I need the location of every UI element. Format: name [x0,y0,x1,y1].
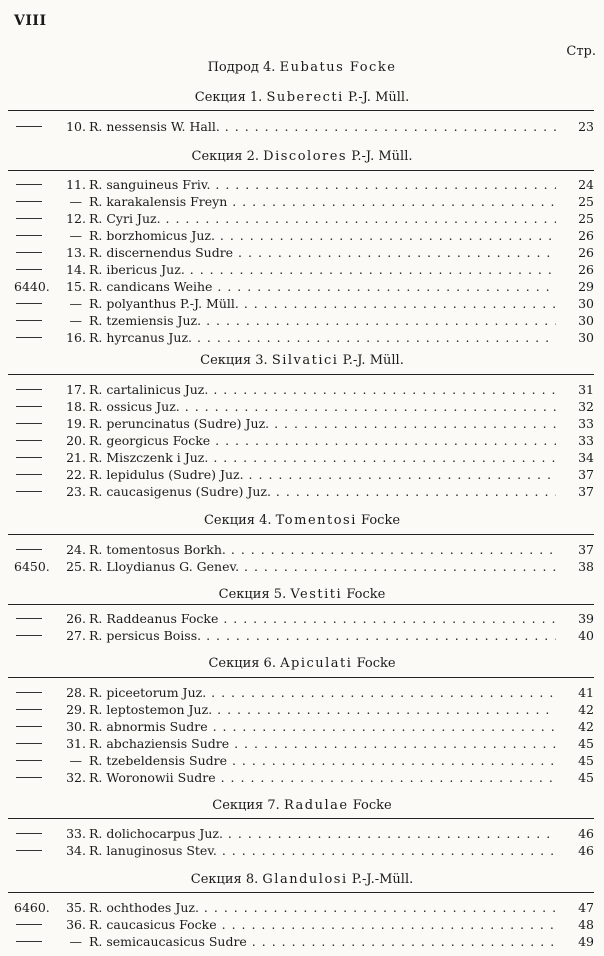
global-number: 6450. [14,559,50,574]
species-number: 20. [66,433,86,448]
ditto-dash [16,269,42,270]
species-name: R. nessensis W. Hall. . . . [89,118,556,135]
species-entry [0,735,604,752]
species-entry [0,684,604,701]
section-author: Focke [361,513,401,528]
ditto-dash [16,709,42,710]
species-number: — [69,313,82,328]
section-name: Suberecti [266,90,344,105]
species-number: 32. [66,770,86,785]
species-entry [0,842,604,859]
species-number: 12. [66,211,86,226]
section-name: Silvatici [271,353,339,368]
ditto-dash [16,726,42,727]
page-ref: 49 [578,934,594,949]
section-heading [0,872,604,887]
species-name: R. piceetorum Juz. . . . [89,684,556,701]
species-entry [0,295,604,312]
species-name: R. leptostemon Juz. . . . [89,701,556,718]
species-number: — [69,753,82,768]
global-number: 6460. [14,900,50,915]
species-name: R. sanguineus Friv. . . . [89,176,556,193]
ditto-dash [16,491,42,492]
species-number: 34. [66,843,86,858]
species-entry [0,381,604,398]
page-ref: 26 [578,228,594,243]
global-number: 6440. [14,279,50,294]
section-author: P.-J.-Müll. [351,872,414,887]
species-name: R. lanuginosus Stev. . . . [89,842,556,859]
section-name: Glandulosi [262,872,348,887]
page-ref: 42 [578,719,594,734]
species-name: R. Miszczenk i Juz. . . . [89,449,556,466]
ditto-dash [16,850,42,851]
page-ref: 37 [578,484,594,499]
species-name: R. ossicus Juz. . . . [89,398,556,415]
species-number: 13. [66,245,86,260]
ditto-dash [16,252,42,253]
page-ref: 47 [578,900,594,915]
section-divider [8,677,594,678]
species-name: R. caucasicus Focke . . . [89,916,556,933]
ditto-dash [16,235,42,236]
page-ref: 25 [578,194,594,209]
species-entry [0,541,604,558]
species-name: R. abnormis Sudre . . . [89,718,556,735]
subgenus-prefix: Подрод 4. [207,60,276,75]
page-ref: 31 [578,382,594,397]
species-entry [0,752,604,769]
species-number: 26. [66,611,86,626]
species-entry [0,466,604,483]
section-prefix: Секция 1. [194,90,263,105]
section-author: P.-J. Müll. [351,149,413,164]
species-entry [0,398,604,415]
species-name: R. discernendus Sudre . . . [89,244,556,261]
ditto-dash [16,474,42,475]
ditto-dash [16,549,42,550]
page-ref: 42 [578,702,594,717]
species-entry [0,769,604,786]
page-ref: 45 [578,753,594,768]
page-ref: 30 [578,313,594,328]
species-name: R. Woronowii Sudre . . . [89,769,556,786]
section-name: Apiculati [280,656,353,671]
species-entry [0,227,604,244]
species-number: — [69,934,82,949]
ditto-dash [16,924,42,925]
species-name: R. persicus Boiss. . . . [89,627,556,644]
species-name: R. lepidulus (Sudre) Juz. . . . [89,466,556,483]
species-name: R. tzemiensis Juz. . . . [89,312,556,329]
section-name: Tomentosi [275,513,357,528]
species-number: 19. [66,416,86,431]
ditto-dash [16,303,42,304]
species-number: 30. [66,719,86,734]
species-entry [0,118,604,135]
page-ref: 30 [578,296,594,311]
ditto-dash [16,126,42,127]
section-divider [8,170,594,171]
page-ref: 33 [578,416,594,431]
subgenus-name: Eubatus Focke [279,60,397,75]
ditto-dash [16,743,42,744]
ditto-dash [16,406,42,407]
species-number: 27. [66,628,86,643]
page-number: VIII [14,13,47,29]
species-name: R. ochthodes Juz. . . . [89,899,556,916]
page-ref: 41 [578,685,594,700]
ditto-dash [16,618,42,619]
species-number: 36. [66,917,86,932]
species-entry [0,933,604,950]
species-entry [0,261,604,278]
ditto-dash [16,635,42,636]
species-name: R. dolichocarpus Juz. . . . [89,825,556,842]
species-entry [0,718,604,735]
species-number: 16. [66,330,86,345]
species-number: 18. [66,399,86,414]
species-entry [0,916,604,933]
species-number: 21. [66,450,86,465]
section-heading [0,513,604,528]
section-heading [0,656,604,671]
species-number: 33. [66,826,86,841]
section-prefix: Секция 3. [200,353,268,368]
species-name: R. abchaziensis Sudre . . . [89,735,556,752]
species-number: 17. [66,382,86,397]
ditto-dash [16,184,42,185]
page-ref: 24 [578,177,594,192]
section-heading [0,149,604,164]
ditto-dash [16,337,42,338]
species-number: 31. [66,736,86,751]
species-number: 22. [66,467,86,482]
species-entry [0,415,604,432]
species-name: R. borzhomicus Juz. . . . [89,227,556,244]
species-entry [0,432,604,449]
species-number: 15. [66,279,86,294]
ditto-dash [16,833,42,834]
section-heading [0,587,604,602]
section-prefix: Секция 7. [212,798,280,813]
species-number: — [69,194,82,209]
species-number: 29. [66,702,86,717]
ditto-dash [16,440,42,441]
page-ref: 23 [578,119,594,134]
species-entry [0,210,604,227]
species-name: R. caucasigenus (Sudre) Juz. . . . [89,483,556,500]
section-author: P.-J. Müll. [342,353,404,368]
section-author: Focke [356,656,396,671]
ditto-dash [16,692,42,693]
species-entry [0,329,604,346]
species-name: R. Lloydianus G. Genev. . . . [89,558,556,575]
species-number: 25. [66,559,86,574]
ditto-dash [16,777,42,778]
section-author: Focke [352,798,392,813]
species-name: R. tzebeldensis Sudre . . . [89,752,556,769]
species-entry [0,610,604,627]
section-divider [8,110,594,111]
species-name: R. hyrcanus Juz. . . . [89,329,556,346]
species-entry [0,176,604,193]
species-name: R. tomentosus Borkh. . . . [89,541,556,558]
species-name: R. Cyri Juz. . . . [89,210,556,227]
species-entry [0,627,604,644]
species-name: R. semicaucasicus Sudre . . . [89,933,556,950]
species-number: — [69,296,82,311]
page-ref: 46 [578,843,594,858]
page-ref: 39 [578,611,594,626]
section-heading [0,90,604,105]
page-ref: 25 [578,211,594,226]
species-entry [0,825,604,842]
species-number: 35. [66,900,86,915]
species-name: R. cartalinicus Juz. . . . [89,381,556,398]
species-entry [0,701,604,718]
species-entry [0,449,604,466]
section-name: Discolores [263,149,348,164]
species-number: 14. [66,262,86,277]
section-prefix: Секция 2. [191,149,260,164]
species-name: R. Raddeanus Focke . . . [89,610,556,627]
ditto-dash [16,941,42,942]
species-entry [0,278,604,295]
section-name: Radulae [283,798,349,813]
species-name: R. ibericus Juz. . . . [89,261,556,278]
species-number: 10. [66,119,86,134]
page-ref: 32 [578,399,594,414]
species-name: R. karakalensis Freyn . . . [89,193,556,210]
ditto-dash [16,201,42,202]
ditto-dash [16,320,42,321]
section-name: Vestiti [290,587,343,602]
subgenus-heading [0,60,604,75]
species-entry [0,193,604,210]
section-author: P.-J. Müll. [347,90,410,105]
section-divider [8,818,594,819]
section-prefix: Секция 4. [203,513,272,528]
page-ref: 46 [578,826,594,841]
page-ref: 48 [578,917,594,932]
section-divider [8,534,594,535]
ditto-dash [16,218,42,219]
section-author: Focke [346,587,386,602]
section-prefix: Секция 5. [218,587,287,602]
species-name: R. peruncinatus (Sudre) Juz. . . . [89,415,556,432]
page-ref: 45 [578,770,594,785]
species-number: 23. [66,484,86,499]
page-column-header: Стр. [566,44,596,59]
species-entry [0,312,604,329]
species-entry [0,899,604,916]
section-heading [0,353,604,368]
species-number: 24. [66,542,86,557]
page-ref: 33 [578,433,594,448]
species-entry [0,244,604,261]
section-heading [0,798,604,813]
species-name: R. polyanthus P.-J. Müll. . . . [89,295,556,312]
section-divider [8,374,594,375]
page-ref: 29 [578,279,594,294]
section-prefix: Секция 8. [190,872,259,887]
page-ref: 34 [578,450,594,465]
page-ref: 40 [578,628,594,643]
section-divider [8,604,594,605]
page-ref: 37 [578,542,594,557]
page-ref: 38 [578,559,594,574]
species-entry [0,558,604,575]
ditto-dash [16,457,42,458]
species-entry [0,483,604,500]
species-number: — [69,228,82,243]
page-ref: 30 [578,330,594,345]
page-ref: 37 [578,467,594,482]
section-divider [8,892,594,893]
ditto-dash [16,760,42,761]
page-ref: 26 [578,245,594,260]
section-prefix: Секция 6. [208,656,276,671]
ditto-dash [16,389,42,390]
species-name: R. candicans Weihe . . . [89,278,556,295]
species-name: R. georgicus Focke . . . [89,432,556,449]
ditto-dash [16,423,42,424]
page-ref: 26 [578,262,594,277]
species-number: 28. [66,685,86,700]
page-ref: 45 [578,736,594,751]
species-number: 11. [66,177,86,192]
